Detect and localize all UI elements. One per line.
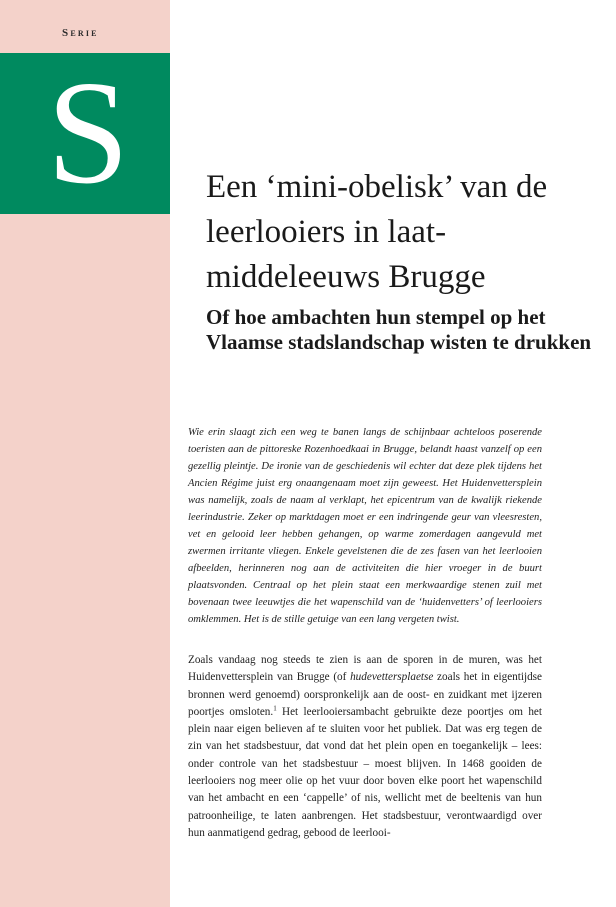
sidebar-band: [0, 0, 170, 907]
body-text-part-3: Het leerlooiersambacht gebruikte deze poortjes om het plein naar eigen believen af te sluiten voor het publiek. Dat was erg tegen de zin van het stadsbestuur, dat vond dat het plein open en toegankelijk – lees: onder controle van het stadsbestuur – moest blijven. In 1468 gooiden de leerlooiers nog meer olie op het vuur door boven elke poort het wapenschild van het ambacht en een ‘cappelle’ of nis, wellicht met de beeltenis van hun patroonheilige, te laten aanbrengen. Het stadsbestuur, verontwaardigd over hun aanmatigend gedrag, gebood de leerlooi-: [188, 705, 542, 839]
series-label: Serie: [62, 27, 99, 39]
article-intro: Wie erin slaagt zich een weg te banen langs de schijnbaar achteloos poserende toeristen aan de pittoreske Rozenhoedkaai in Brugge, belandt haast vanzelf op een gezellig pleintje. De ironie van de geschiedenis wil echter dat deze plek tijdens het Ancien Régime juist erg onaangenaam moet zijn geweest. Het Huidenvettersplein was namelijk, zoals de naam al verklapt, het epicentrum van de kwalijk riekende leerindustrie. Zeker op marktdagen moet er een indringende geur van vleesresten, vet en gelooid leer hebben gehangen, op warme zomerdagen aangevuld met zwermen irritante vliegen. Enkele gevelstenen die de zes fasen van het leerlooien afbeelden, herinneren nog aan de activiteiten die hier vroeger in de buurt plaatsvonden. Centraal op het plein staat een merkwaardige stenen zuil met bovenaan twee leeuwtjes die het wapenschild van de ‘huidenvetters’ of leerlooiers omklemmen. Het is de stille getuige van een lang vergeten twist.: [188, 427, 542, 625]
series-initial-letter: S: [46, 53, 130, 214]
body-text-part-2: zoals het in eigentijdse bronnen werd genoemd) oorspronkelijk aan de oost- en zuidkant met ijzeren poortjes omsloten.: [188, 671, 542, 718]
body-italic-term: hudevettersplaetse: [350, 671, 434, 684]
article-body: [188, 652, 542, 842]
footnote-marker[interactable]: 1: [273, 704, 277, 713]
series-initial-block: [0, 53, 170, 214]
article-subtitle: Of hoe ambachten hun stempel op het Vlaamse stadslandschap wisten te drukken: [206, 305, 592, 354]
body-text-part-1: Zoals vandaag nog steeds te zien is aan de sporen in de muren, was het Huidenvettersplein van Brugge (of: [188, 654, 542, 684]
article-title: Een ‘mini-obelisk’ van de leerlooiers in laat-middeleeuws Brugge: [206, 169, 548, 295]
